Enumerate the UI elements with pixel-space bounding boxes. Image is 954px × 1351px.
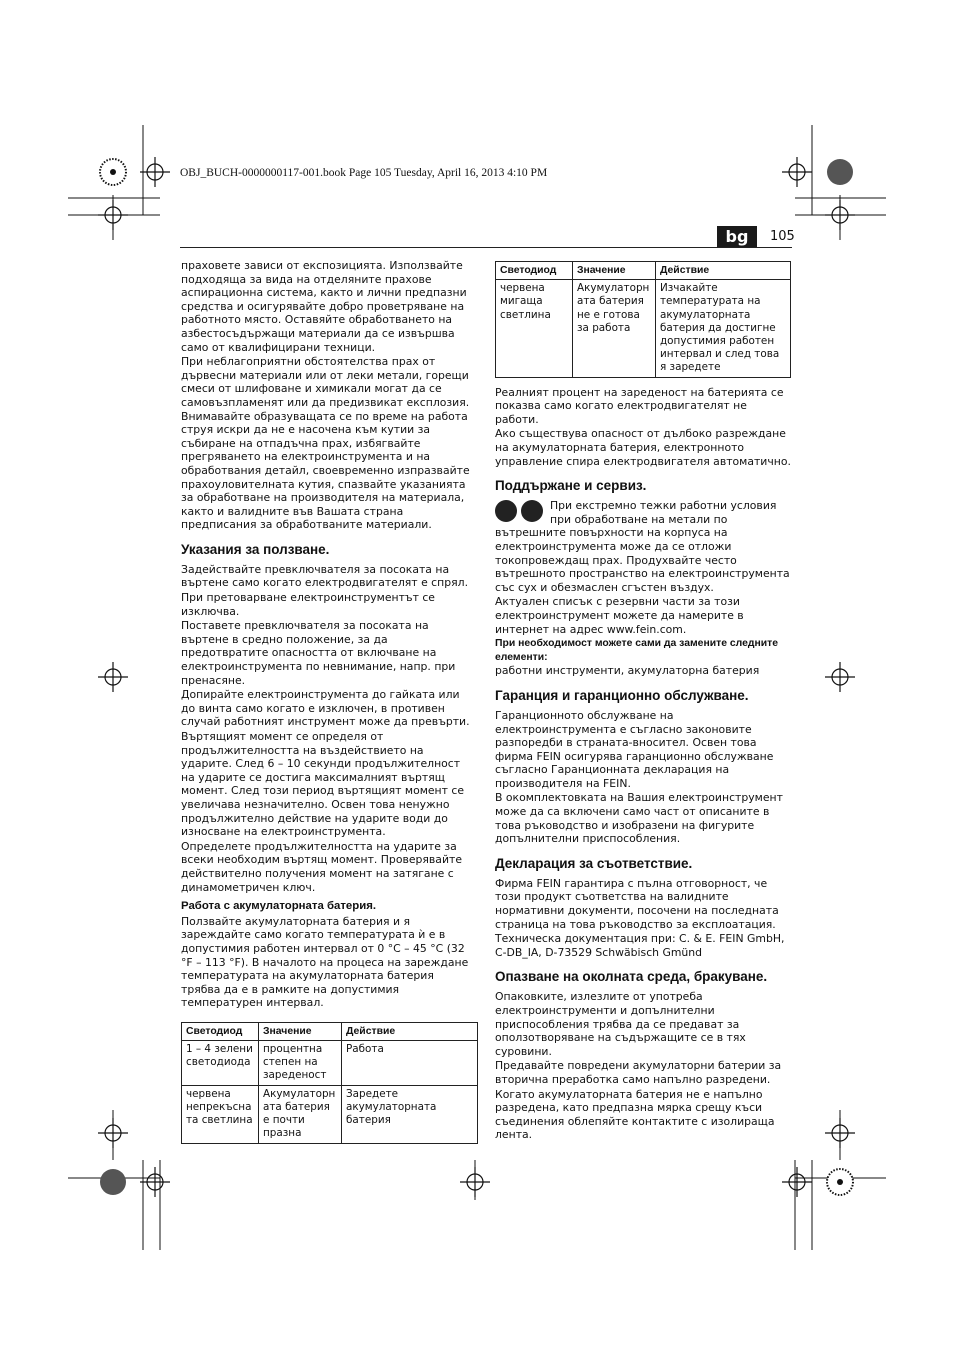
paragraph: Реалният процент на зареденост на батерията се показва само когато електродвигателят не работи. — [495, 385, 784, 426]
table-cell: процентна степен на зареденост — [259, 1041, 342, 1086]
paragraph: Допирайте електроинструмента до гайката или до винта само когато е изключен, в противен случай работният инструмент може да превърти. — [181, 688, 470, 729]
eye-protection-icon — [495, 500, 517, 522]
usage-heading: Указания за ползване. — [181, 541, 330, 558]
paragraph: Опаковките, излезлите от употреба електроинструменти и допълнителни приспособления трябва да се предават за оползотворяване на съдържащите се в тях суровини. — [495, 990, 746, 1058]
table-cell: Изчакайте температурата на акумулаторната батерия да достигне допустимия работен интервал и след това я заредете — [656, 280, 791, 377]
paragraph: Задействайте превключвателя за посоката на въртене само когато електродвигателят е спрял. — [181, 562, 469, 590]
paragraph: При екстремно тежки работни условия при обработване на метали по вътрешните повърхности на корпуса на електроинструмента може да се отложи токопровеждащ прах. Продухвайте често вътрешното пространство на електроинструмента със сух и обезмаслен сгъстен въздух. — [495, 499, 790, 594]
warranty-heading: Гаранция и гаранционно обслужване. — [495, 687, 749, 704]
table-header: Значение — [573, 262, 656, 280]
safety-icons — [495, 500, 550, 522]
table-header: Действие — [342, 1022, 478, 1040]
paragraph: Техническа документация при: C. & E. FEIN GmbH, C-DB_IA, D-73529 Schwäbisch Gmünd — [495, 932, 785, 959]
paragraph: Гаранционното обслужване на електроинструмента е съгласно законовите разпоредби в страната-вносител. Освен това фирма FEIN осигурява гаранционно обслужване съгласно Гаранционната декларация на производителя на FEIN. — [495, 708, 774, 790]
table-header: Значение — [259, 1022, 342, 1040]
respirator-icon — [521, 500, 543, 522]
led-table — [181, 1022, 478, 1144]
paragraph: В окомплектовката на Вашия електроинструмент може да са включени само част от описаните в това ръководство и изобразени на фигурите допълнителни приспособления. — [495, 791, 783, 846]
conformity-heading: Декларация за съответствие. — [495, 855, 693, 872]
print-header: OBJ_BUCH-0000000117-001.book Page 105 Tuesday, April 16, 2013 4:10 PM — [180, 167, 548, 179]
table-cell: Заредете акумулаторната батерия — [342, 1085, 478, 1143]
paragraph: Фирма FEIN гарантира с пълна отговорност, че този продукт съответства на валидните нормативни документи, посочени на последната страница на това ръководство за експлоатация. — [495, 876, 779, 931]
table-cell: червена мигаща светлина — [496, 280, 573, 377]
battery-heading: Работа с акумулаторната батерия. — [181, 900, 377, 913]
table-header: Действие — [656, 262, 791, 280]
environment-heading: Опазване на околната среда, бракуване. — [495, 969, 768, 986]
table-cell: червена непрекъсна та светлина — [182, 1085, 259, 1143]
paragraph: Ако съществува опасност от дълбоко разреждане на акумулаторната батерия, електронното управление спира електродвигателя автоматично. — [495, 427, 791, 468]
paragraph: При претоварване електроинструментът се изключва. — [181, 591, 435, 618]
paragraph: Поставете превключвателя за посоката на въртене в средно положение, за да предотвратите опасността от включване на електроинструмента по невнимание, напр. при пренасяне. — [181, 619, 456, 687]
table-cell: Работа — [342, 1041, 478, 1086]
maintenance-heading: Поддържане и сервиз. — [495, 478, 647, 495]
header-rule — [180, 247, 792, 248]
paragraph: Определете продължителността на ударите за всеки необходим въртящ момент. Проверявайте действително получения момент на затягане с динамометричен ключ. — [181, 839, 462, 894]
page-number: 105 — [770, 229, 795, 244]
table-header: Светодиод — [496, 262, 573, 280]
language-badge: bg — [717, 226, 757, 248]
paragraph: Когато акумулаторната батерия не е напълно разредена, като предпазна мярка срещу къси съединения облепяйте контактите с изолираща лента. — [495, 1087, 775, 1142]
table-header-row — [496, 262, 791, 280]
paragraph: Предавайте повредени акумулаторни батерии за вторична преработка само напълно разредени. — [495, 1059, 782, 1086]
table-cell: Акумулаторн ата батерия е почти празна — [259, 1085, 342, 1143]
paragraph: Актуален списък с резервни части за този електроинструмент можете да намерите в интернет на адрес www.fein.com. — [495, 595, 744, 636]
table-cell: Акумулаторн ата батерия не е готова за работа — [573, 280, 656, 377]
led-table-continued — [495, 261, 791, 378]
table-header-row — [182, 1022, 478, 1040]
table-row — [496, 280, 791, 377]
replaceable-parts-heading: При необходимост можете сами да замените следните елементи: — [495, 638, 779, 663]
table-row — [182, 1085, 478, 1143]
paragraph: Въртящият момент се определя от продължителността на въздействието на ударите. След 6 – 10 секунди продължителност на ударите се достига максималният въртящ момент. След този период въртящият момент се увеличава незначително. Освен това ненужно продължително действие на ударите води до износване на електроинструмента. — [181, 730, 465, 839]
right-column — [495, 261, 792, 1143]
table-row — [182, 1041, 478, 1086]
paragraph: праховете зависи от експозицията. Използвайте подходяща за вида на отделяните прахове аспирационна система, както и лични предпазни средства и осигурявайте добро проветряване на работното място. Оставяйте обработването на азбестосъдържащи материали да се извършва само от квалифицирани техници. — [181, 259, 467, 354]
paragraph: работни инструменти, акумулаторна батерия — [495, 664, 760, 678]
left-column — [181, 259, 476, 1144]
table-header: Светодиод — [182, 1022, 259, 1040]
table-cell: 1 – 4 зелени светодиода — [182, 1041, 259, 1086]
paragraph: Ползвайте акумулаторната батерия и я зареждайте само когато температурата ѝ е в допустимия работен интервал от 0 °C – 45 °C (32 °F – 113 °F). В началото на процеса на зареждане температурата на акумулаторната батерия трябва да е в рамките на допустимия температурен интервал. — [181, 914, 469, 1010]
paragraph: При неблагоприятни обстоятелства прах от дървесни материали или от леки метали, горещи смеси от шлифоване и химикали могат да се самовъзпламенят или да предизвикат експлозия. Внимавайте образуващата се по време на работа струя искри да не е насочена към кутии за събиране на отпадъчна прах, избягвайте прегряването на електроинструмента и на обработвания детайл, своевременно изпразвайте прахоуловителната кутия, спазвайте указанията за обработване на производителя на материала, както и валидните във Вашата страна предписания за обработваните материали. — [181, 355, 470, 532]
